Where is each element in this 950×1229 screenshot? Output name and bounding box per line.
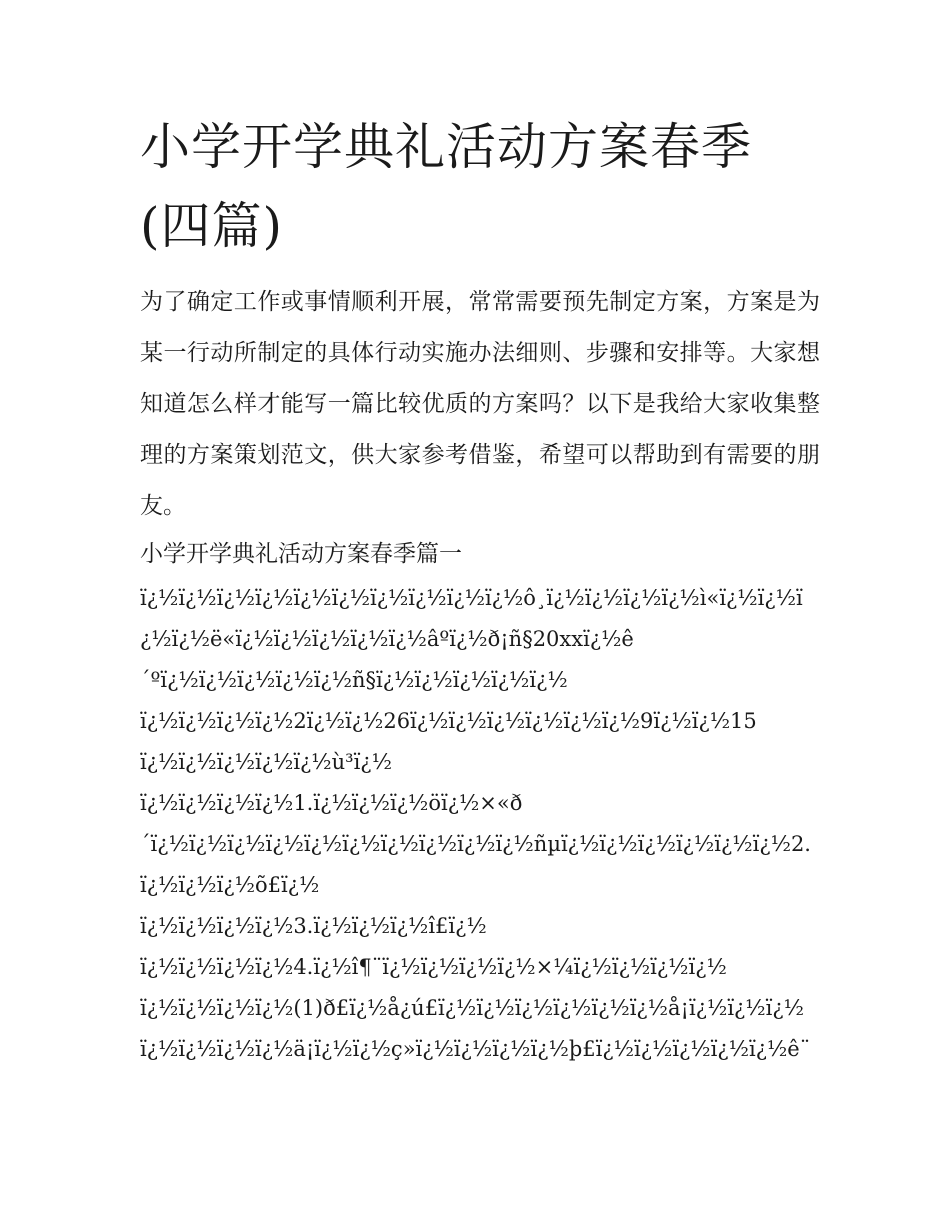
garbled-line: ï¿½ï¿½ï¿½õ£ï¿½ <box>140 873 320 897</box>
garbled-line: ï¿½ï¿½ï¿½ï¿½ï¿½ï¿½ï¿½ï¿½ï¿½ï¿½ô¸ï¿½ï¿½ï¿½ï¿½ì«ï¿½ï¿½ï <box>140 586 803 610</box>
document-title: 小学开学典礼活动方案春季(四篇) <box>140 118 752 255</box>
garbled-line: ï¿½ï¿½ï¿½ï¿½2ï¿½ï¿½26ï¿½ï¿½ï¿½ï¿½ï¿½ï¿½9ï¿½ï¿½15 <box>140 709 757 733</box>
garbled-line: ï¿½ï¿½ï¿½ï¿½4.ï¿½î¶¨ï¿½ï¿½ï¿½ï¿½×¼ï¿½ï¿½ï¿½ï¿½ <box>140 955 727 979</box>
garbled-line: ï¿½ï¿½ï¿½ï¿½1.ï¿½ï¿½ï¿½öï¿½×«ð <box>140 791 523 815</box>
garbled-line: ¿½ï¿½ë«ï¿½ï¿½ï¿½ï¿½ï¿½âºï¿½ð¡ñ§20xxï¿½ê <box>140 627 634 651</box>
garbled-line: ï¿½ï¿½ï¿½ï¿½ä¡ï¿½ï¿½ç»ï¿½ï¿½ï¿½ï¿½þ£ï¿½ï¿½ï¿½ï¿½ï¿½ê¨ <box>140 1037 811 1061</box>
garbled-line: ï¿½ï¿½ï¿½ï¿½(1)ð£ï¿½å¿ú£ï¿½ï¿½ï¿½ï¿½ï¿½ï¿½å¡ï¿½ï¿½ï¿½ <box>140 996 804 1020</box>
garbled-text-block <box>140 578 820 1070</box>
garbled-line: ´ï¿½ï¿½ï¿½ï¿½ï¿½ï¿½ï¿½ï¿½ï¿½ï¿½ñµï¿½ï¿½ï¿½ï¿½ï¿½ï¿½2. <box>140 832 811 856</box>
garbled-line: ´ºï¿½ï¿½ï¿½ï¿½ï¿½ñ§ï¿½ï¿½ï¿½ï¿½ï¿½ <box>140 668 568 692</box>
intro-paragraph: 为了确定工作或事情顺利开展，常常需要预先制定方案，方案是为某一行动所制定的具体行动实施办法细则、步骤和安排等。大家想知道怎么样才能写一篇比较优质的方案吗？以下是我给大家收集整理的方案策划范文，供大家参考借鉴，希望可以帮助到有需要的朋友。 <box>140 289 820 519</box>
garbled-line: ï¿½ï¿½ï¿½ï¿½ï¿½ù³ï¿½ <box>140 750 392 774</box>
section-heading: 小学开学典礼活动方案春季篇一 <box>140 541 462 567</box>
garbled-line: ï¿½ï¿½ï¿½ï¿½3.ï¿½ï¿½ï¿½î£ï¿½ <box>140 914 487 938</box>
